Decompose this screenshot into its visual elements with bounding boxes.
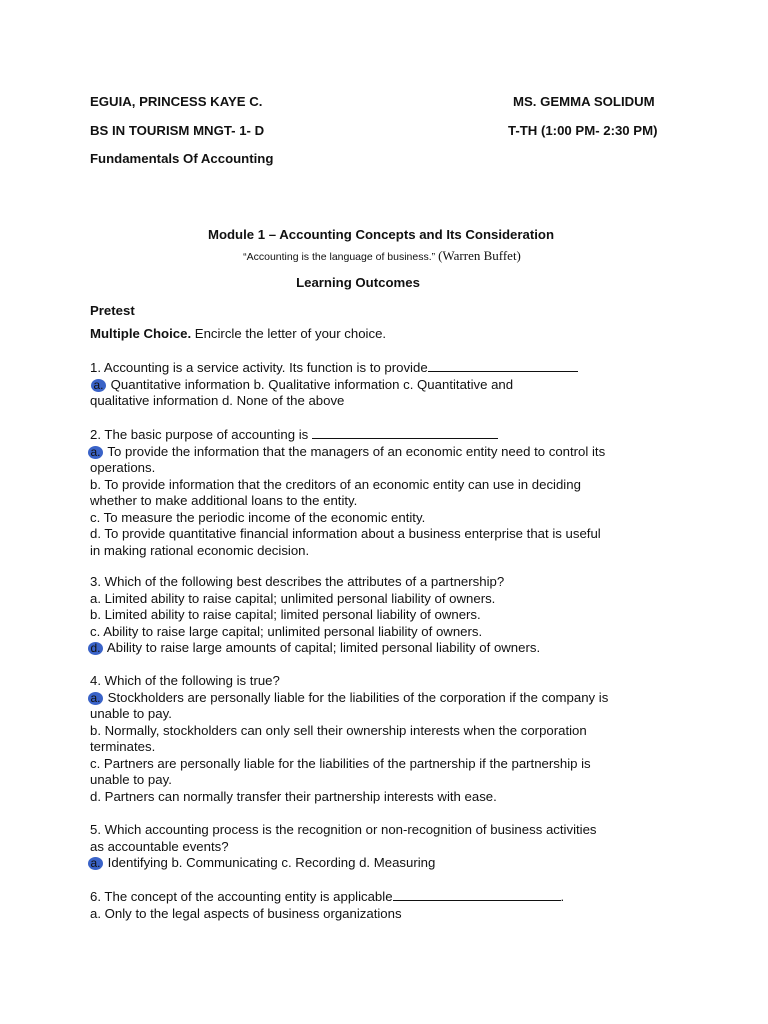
question-options: [90, 855, 610, 872]
stem-text: 2. The basic purpose of accounting is: [90, 427, 312, 442]
option-d: d. To provide quantitative financial information about a business enterprise that is useful in making rational economic decision.: [90, 526, 601, 558]
question-stem: [90, 888, 610, 906]
answer-blank: [428, 359, 578, 372]
option-b: b. Normally, stockholders can only sell their ownership interests when the corporation terminates.: [90, 722, 587, 754]
instruction-label: Multiple Choice.: [90, 326, 192, 341]
question-3: [90, 574, 610, 657]
option-d: [90, 640, 610, 657]
question-stem: [90, 426, 610, 444]
question-stem: 3. Which of the following best describes the attributes of a partnership?: [90, 574, 505, 589]
option-a: [90, 690, 610, 723]
question-2: [90, 426, 610, 559]
pretest-instruction: [90, 326, 386, 341]
option-text: Ability to raise large amounts of capital; limited personal liability of owners.: [104, 640, 541, 655]
option-c: c. Partners are personally liable for the liabilities of the partnership if the partnership is unable to pay.: [90, 755, 591, 787]
question-options: [90, 377, 610, 394]
stem-period: .: [560, 889, 565, 904]
learning-outcomes-heading: Learning Outcomes: [296, 275, 420, 290]
class-schedule: T-TH (1:00 PM- 2:30 PM): [508, 123, 658, 138]
question-stem: 5. Which accounting process is the recognition or non-recognition of business activities as accountable events?: [90, 822, 597, 854]
option-text: Quantitative information b. Qualitative information c. Quantitative and: [107, 376, 514, 392]
option-c: c. To measure the periodic income of the economic entity.: [90, 509, 426, 525]
option-a: [90, 444, 610, 477]
question-options-continued: qualitative information d. None of the above: [90, 393, 345, 408]
question-1: [90, 359, 610, 410]
instruction-text: Encircle the letter of your choice.: [191, 326, 387, 341]
course-section: BS IN TOURISM MNGT- 1- D: [90, 123, 265, 138]
question-6: [90, 888, 610, 922]
teacher-name: MS. GEMMA SOLIDUM: [513, 94, 655, 109]
option-text: Stockholders are personally liable for the liabilities of the corporation if the company is unable to pay.: [90, 689, 609, 721]
student-name: EGUIA, PRINCESS KAYE C.: [90, 94, 263, 109]
selected-answer-mark: a.: [88, 446, 103, 459]
question-stem: 4. Which of the following is true?: [90, 673, 280, 688]
selected-answer-mark: a.: [91, 379, 106, 392]
option-b: b. To provide information that the creditors of an economic entity can use in deciding whether to make additional loans to the entity.: [90, 476, 581, 508]
answer-blank: [312, 426, 498, 439]
selected-answer-mark: a.: [88, 857, 103, 870]
option-text: Identifying b. Communicating c. Recording d. Measuring: [104, 855, 436, 870]
quote-text: “Accounting is the language of business.”: [243, 251, 436, 263]
subject-title: Fundamentals Of Accounting: [90, 151, 274, 166]
stem-text: 1. Accounting is a service activity. Its function is to provide: [90, 360, 428, 375]
quote-author: (Warren Buffet): [438, 248, 521, 263]
module-title: Module 1 – Accounting Concepts and Its Consideration: [207, 227, 555, 242]
option-c: c. Ability to raise large capital; unlimited personal liability of owners.: [90, 623, 483, 639]
option-a: a. Only to the legal aspects of business organizations: [90, 905, 402, 921]
option-a: a. Limited ability to raise capital; unlimited personal liability of owners.: [90, 590, 496, 606]
selected-answer-mark: d.: [88, 642, 103, 655]
option-d: d. Partners can normally transfer their partnership interests with ease.: [90, 788, 497, 804]
selected-answer-mark: a.: [88, 692, 103, 705]
question-4: [90, 673, 610, 805]
option-text: To provide the information that the managers of an economic entity need to control its operations.: [90, 443, 606, 475]
question-5: [90, 822, 610, 872]
module-quote: [0, 248, 766, 264]
option-b: b. Limited ability to raise capital; limited personal liability of owners.: [90, 607, 481, 622]
question-stem: [90, 359, 610, 377]
stem-text: 6. The concept of the accounting entity is applicable: [90, 889, 393, 904]
pretest-heading: Pretest: [90, 303, 135, 318]
answer-blank: [393, 888, 561, 901]
